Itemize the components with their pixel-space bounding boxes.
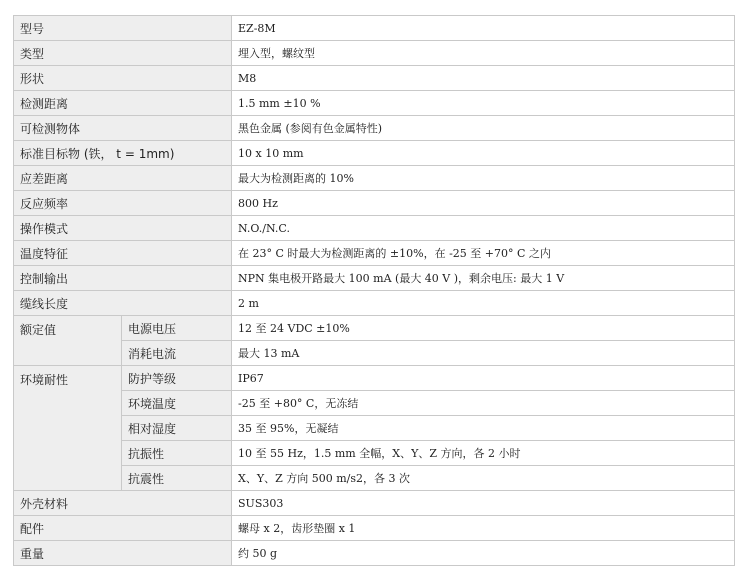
row-label: 控制输出 [14,266,232,291]
table-row [14,516,735,541]
table-row [14,266,735,291]
row-value: 35 至 95%，无凝结 [232,416,735,441]
table-row [14,316,735,341]
sub-label: 消耗电流 [122,341,232,366]
table-row [14,291,735,316]
row-label: 标准目标物 (铁， t = 1mm) [14,141,232,166]
row-label: 形状 [14,66,232,91]
table-row [14,241,735,266]
sub-label: 抗震性 [122,466,232,491]
row-label: 检测距离 [14,91,232,116]
row-label: 外壳材料 [14,491,232,516]
row-value: 螺母 x 2，齿形垫圈 x 1 [232,516,735,541]
row-label: 缆线长度 [14,291,232,316]
table-row [14,441,735,466]
table-row [14,141,735,166]
table-row [14,191,735,216]
table-row [14,66,735,91]
row-value: 最大 13 mA [232,341,735,366]
row-label: 类型 [14,41,232,66]
row-label: 操作模式 [14,216,232,241]
sub-label: 抗振性 [122,441,232,466]
row-label: 型号 [14,16,232,41]
row-label: 配件 [14,516,232,541]
row-value: N.O./N.C. [232,216,735,241]
table-row [14,116,735,141]
spec-table [13,15,735,566]
row-value: NPN 集电极开路最大 100 mA (最大 40 V )，剩余电压: 最大 1 V [232,266,735,291]
table-row [14,216,735,241]
row-label: 温度特征 [14,241,232,266]
sub-label: 防护等级 [122,366,232,391]
row-value: X、Y、Z 方向 500 m/s2，各 3 次 [232,466,735,491]
row-value: 最大为检测距离的 10% [232,166,735,191]
sub-label: 电源电压 [122,316,232,341]
table-row [14,366,735,391]
table-row [14,491,735,516]
row-value: IP67 [232,366,735,391]
row-label: 应差距离 [14,166,232,191]
table-row [14,41,735,66]
row-value: EZ-8M [232,16,735,41]
row-value: 黑色金属 (参阅有色金属特性) [232,116,735,141]
row-value: -25 至 +80° C，无冻结 [232,391,735,416]
row-value: 约 50 g [232,541,735,566]
group-label-rated: 额定值 [14,316,122,366]
table-row [14,466,735,491]
row-value: 埋入型，螺纹型 [232,41,735,66]
row-value: M8 [232,66,735,91]
group-label-environment: 环境耐性 [14,366,122,491]
row-value: SUS303 [232,491,735,516]
row-value: 800 Hz [232,191,735,216]
row-value: 12 至 24 VDC ±10% [232,316,735,341]
table-row [14,391,735,416]
table-row [14,341,735,366]
table-row [14,166,735,191]
row-value: 在 23° C 时最大为检测距离的 ±10%，在 -25 至 +70° C 之内 [232,241,735,266]
row-value: 1.5 mm ±10 % [232,91,735,116]
table-row [14,541,735,566]
row-label: 可检测物体 [14,116,232,141]
table-row [14,16,735,41]
row-value: 10 至 55 Hz，1.5 mm 全幅，X、Y、Z 方向，各 2 小时 [232,441,735,466]
table-row [14,416,735,441]
sub-label: 相对湿度 [122,416,232,441]
row-label: 重量 [14,541,232,566]
row-label: 反应频率 [14,191,232,216]
row-value: 2 m [232,291,735,316]
table-row [14,91,735,116]
row-value: 10 x 10 mm [232,141,735,166]
sub-label: 环境温度 [122,391,232,416]
